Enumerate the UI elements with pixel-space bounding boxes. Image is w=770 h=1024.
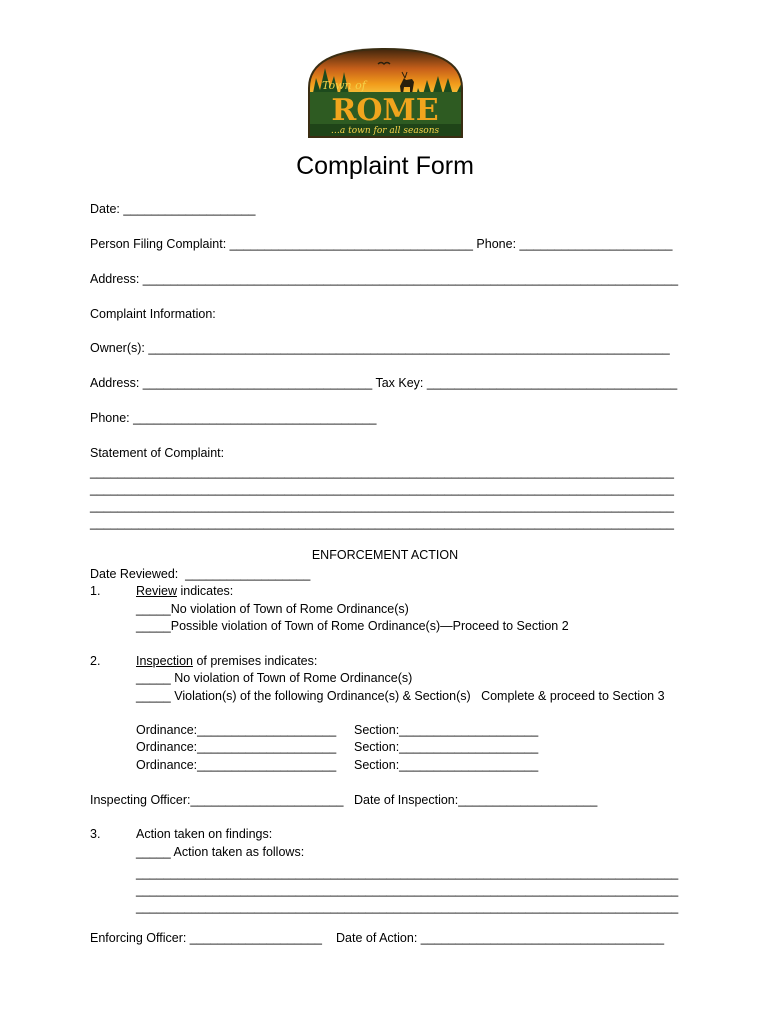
- enforcing-officer-field[interactable]: Enforcing Officer: ___________________: [90, 931, 322, 945]
- statement-line[interactable]: ____________________________________________________________________________________: [90, 499, 674, 513]
- date-of-action-field[interactable]: Date of Action: ___________________________________: [336, 931, 665, 945]
- town-of-rome-logo: [308, 48, 463, 138]
- section-field[interactable]: Section:____________________: [354, 740, 539, 754]
- step-2-label: [136, 653, 317, 669]
- logo-tagline: …a town for all seasons: [330, 126, 440, 136]
- step-3-number: 3.: [90, 827, 101, 841]
- inspection-keyword: Inspection: [136, 654, 193, 668]
- enforcement-action-heading: ENFORCEMENT ACTION: [311, 548, 459, 562]
- statement-line[interactable]: ____________________________________________________________________________________: [90, 482, 674, 496]
- step-1-number: 1.: [90, 584, 101, 598]
- date-field[interactable]: Date: ___________________: [90, 202, 256, 216]
- inspection-option-no-violation[interactable]: _____ No violation of Town of Rome Ordinance(s): [136, 671, 413, 685]
- ordinance-field[interactable]: Ordinance:____________________: [136, 758, 337, 772]
- statement-line[interactable]: ____________________________________________________________________________________: [90, 465, 674, 479]
- statement-of-complaint-label: Statement of Complaint:: [90, 446, 225, 460]
- step-3-label: Action taken on findings:: [136, 827, 273, 841]
- date-reviewed-field[interactable]: Date Reviewed: __________________: [90, 567, 311, 581]
- review-keyword: Review: [136, 584, 177, 598]
- step-1-label: [136, 583, 233, 599]
- action-line[interactable]: ______________________________________________________________________________: [136, 866, 679, 880]
- review-rest: indicates:: [177, 584, 234, 598]
- logo-town-of: Town of: [322, 79, 366, 92]
- ordinance-field[interactable]: Ordinance:____________________: [136, 723, 337, 737]
- action-line[interactable]: ______________________________________________________________________________: [136, 883, 679, 897]
- action-line[interactable]: ______________________________________________________________________________: [136, 900, 679, 914]
- logo-name: ROME: [331, 93, 439, 128]
- ordinance-field[interactable]: Ordinance:____________________: [136, 740, 337, 754]
- complaint-information-label: Complaint Information:: [90, 307, 216, 321]
- section-field[interactable]: Section:____________________: [354, 723, 539, 737]
- action-taken-option[interactable]: _____ Action taken as follows:: [136, 845, 305, 859]
- review-option-possible-violation[interactable]: _____Possible violation of Town of Rome Ordinance(s)—Proceed to Section 2: [136, 619, 569, 633]
- owners-field[interactable]: Owner(s): ___________________________________________________________________________: [90, 341, 670, 355]
- inspection-rest: of premises indicates:: [192, 654, 318, 668]
- date-of-inspection-field[interactable]: Date of Inspection:____________________: [354, 793, 598, 807]
- statement-line[interactable]: ____________________________________________________________________________________: [90, 516, 674, 530]
- person-filing-field[interactable]: Person Filing Complaint: ___________________________________ Phone: ______________________: [90, 237, 673, 251]
- address-field[interactable]: Address: _____________________________________________________________________________: [90, 272, 679, 286]
- review-option-no-violation[interactable]: _____No violation of Town of Rome Ordinance(s): [136, 602, 409, 616]
- inspecting-officer-field[interactable]: Inspecting Officer:______________________: [90, 793, 344, 807]
- inspection-option-violations[interactable]: _____ Violation(s) of the following Ordinance(s) & Section(s) Complete & proceed to Section 3: [136, 689, 665, 703]
- owner-address-field[interactable]: Address: _________________________________ Tax Key: ____________________________________: [90, 376, 678, 390]
- page-title: Complaint Form: [296, 152, 474, 180]
- section-field[interactable]: Section:____________________: [354, 758, 539, 772]
- step-2-number: 2.: [90, 654, 101, 668]
- owner-phone-field[interactable]: Phone: ___________________________________: [90, 411, 377, 425]
